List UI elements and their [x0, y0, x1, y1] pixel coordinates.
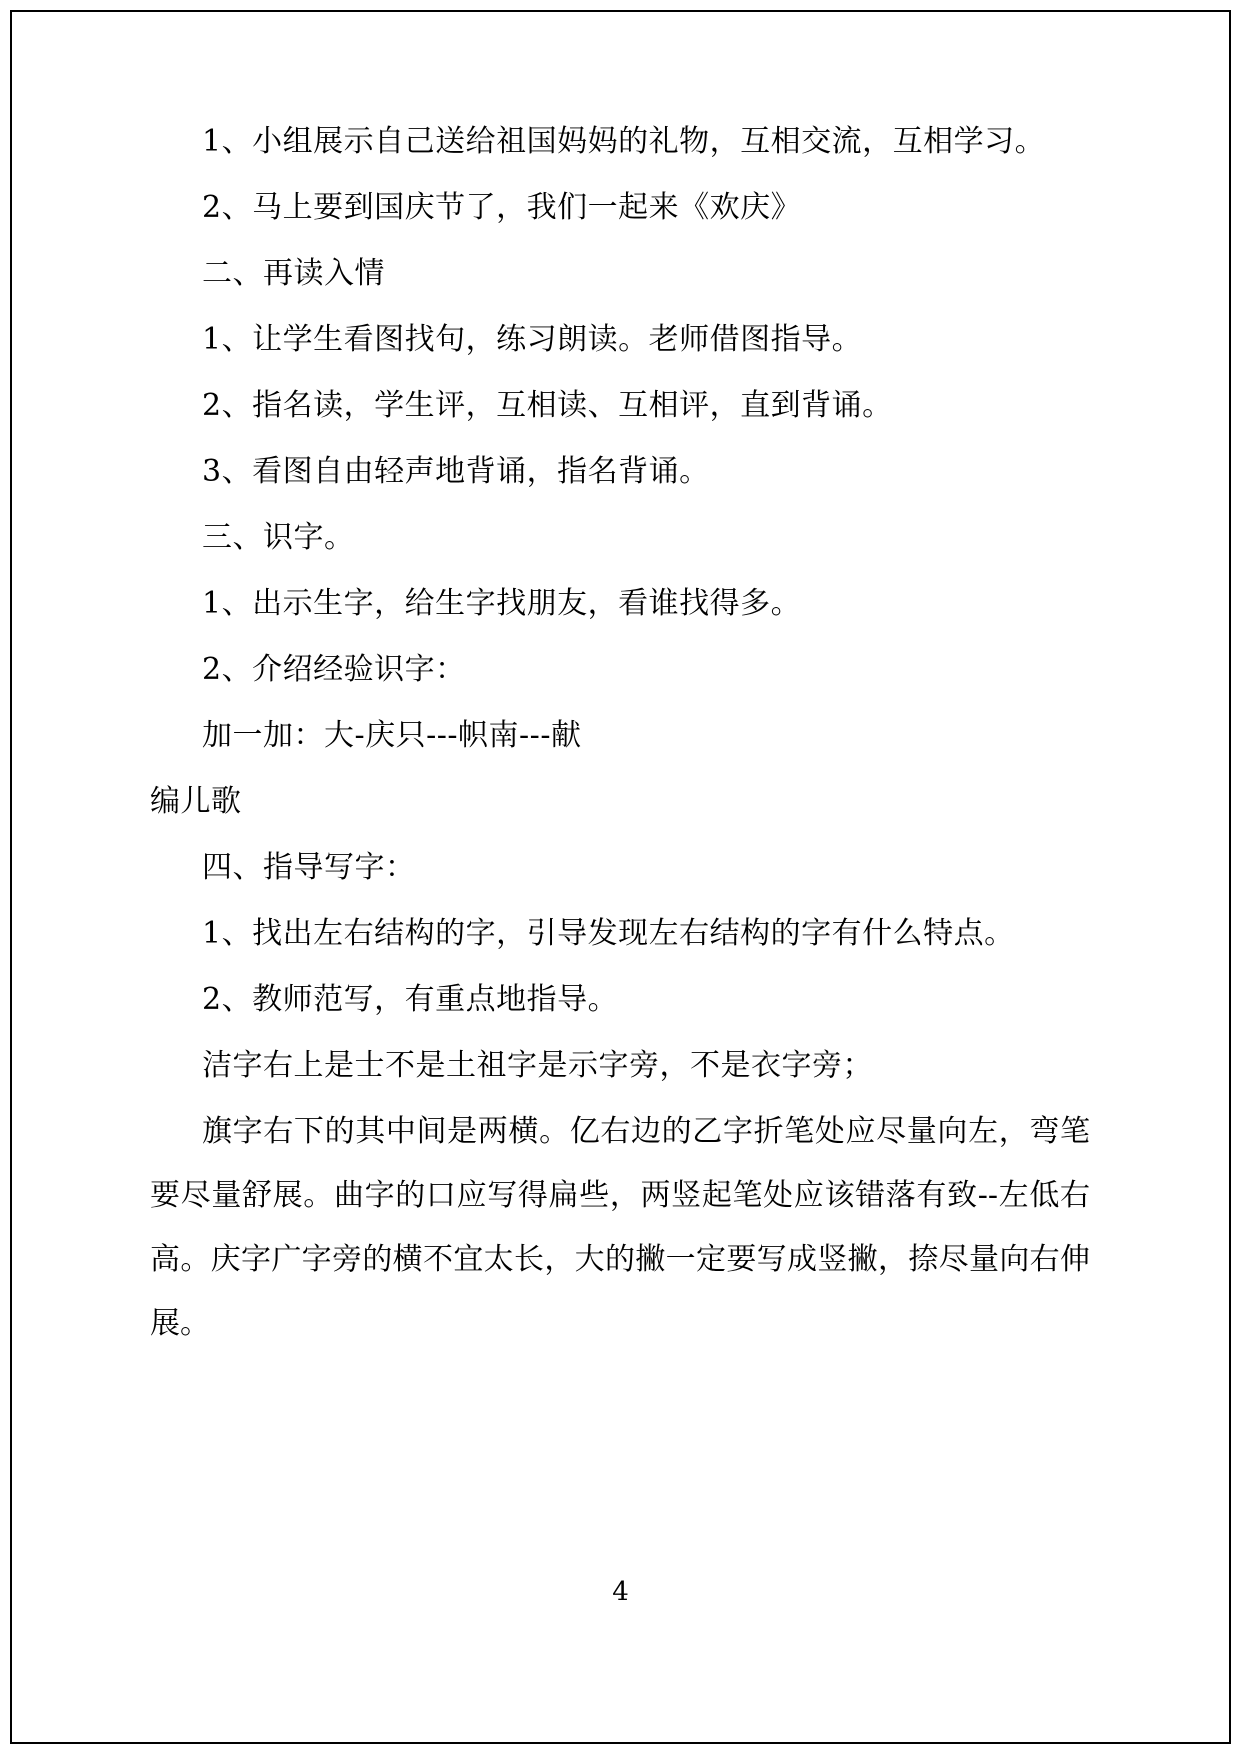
paragraph-1: 1、小组展示自己送给祖国妈妈的礼物，互相交流，互相学习。	[202, 124, 1046, 159]
paragraph-11: 编儿歌	[150, 784, 242, 819]
paragraph-13: 1、找出左右结构的字，引导发现左右结构的字有什么特点。	[202, 916, 1015, 951]
paragraph-16: 旗字右下的其中间是两横。亿右边的乙字折笔处应尽量向左，弯笔要尽量舒展。曲字的口应写得扁些，两竖起笔处应该错落有致--左低右高。庆字广字旁的横不宜太长，大的撇一定要写成竖撇，捺尽量向右伸展。	[150, 1114, 1090, 1341]
paragraph-8: 1、出示生字，给生字找朋友，看谁找得多。	[202, 586, 802, 621]
document-body	[150, 110, 1090, 1356]
paragraph-4: 1、让学生看图找句，练习朗读。老师借图指导。	[202, 322, 863, 357]
paragraph-6: 3、看图自由轻声地背诵，指名背诵。	[202, 454, 710, 489]
paragraph-2: 2、马上要到国庆节了，我们一起来《欢庆》	[202, 190, 802, 225]
section-heading-four: 四、指导写字：	[202, 850, 416, 885]
paragraph-9: 2、介绍经验识字：	[202, 652, 466, 687]
section-heading-three: 三、识字。	[202, 520, 355, 555]
paragraph-5: 2、指名读，学生评，互相读、互相评，直到背诵。	[202, 388, 893, 423]
page-number: 4	[612, 1577, 629, 1607]
paragraph-10: 加一加：大-庆只---帜南---献	[202, 718, 582, 753]
paragraph-14: 2、教师范写，有重点地指导。	[202, 982, 619, 1017]
paragraph-15: 洁字右上是士不是土祖字是示字旁，不是衣字旁；	[202, 1048, 873, 1083]
section-heading-two: 二、再读入情	[202, 256, 385, 291]
